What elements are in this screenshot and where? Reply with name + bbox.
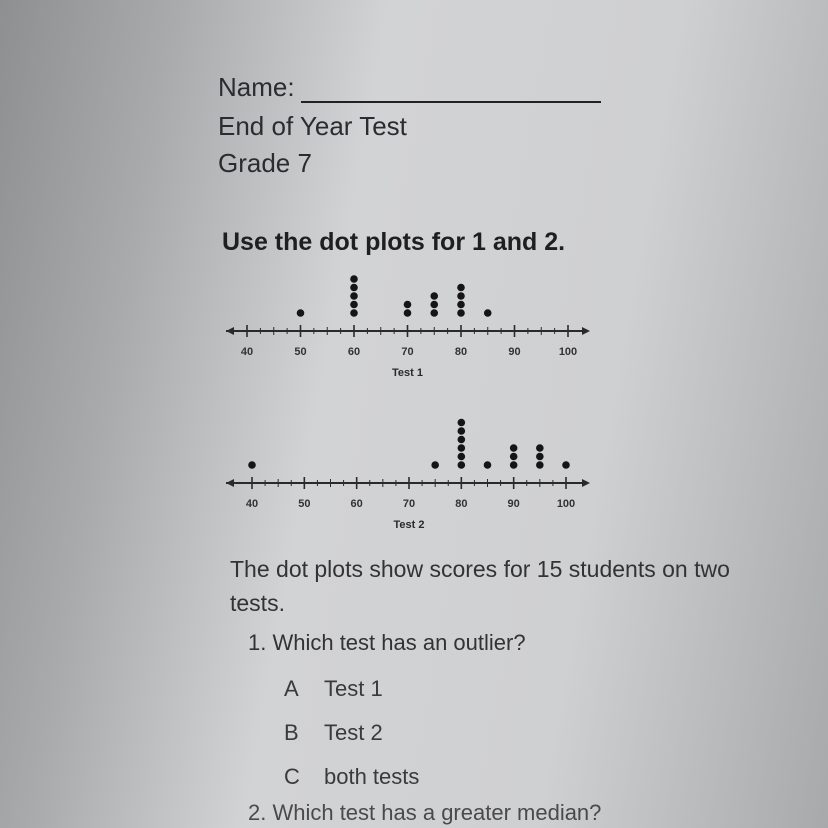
tick-label: 50: [294, 346, 307, 358]
option-c-text: both tests: [324, 764, 420, 789]
data-dot: [458, 453, 466, 461]
data-dot: [350, 309, 358, 317]
axis-arrow-right: [582, 479, 590, 487]
data-dot: [457, 301, 465, 309]
data-dot: [458, 461, 466, 469]
option-b-letter: B: [284, 720, 299, 745]
option-a[interactable]: [284, 676, 383, 702]
option-c-letter: C: [284, 764, 300, 789]
test-title: End of Year Test: [218, 111, 407, 141]
data-dot: [457, 292, 465, 300]
data-dot: [484, 461, 492, 469]
data-dot: [430, 301, 438, 309]
data-dot: [458, 427, 466, 435]
data-dot: [484, 309, 492, 317]
data-dot: [297, 309, 305, 317]
tick-label: 90: [508, 346, 521, 358]
section-heading: Use the dot plots for 1 and 2.: [222, 228, 566, 256]
axis-arrow-right: [582, 327, 590, 335]
data-dot: [430, 309, 438, 317]
grade-label: Grade 7: [218, 148, 312, 178]
data-dot: [404, 309, 412, 317]
tick-label: 70: [401, 346, 414, 358]
x-axis-label: Test 1: [392, 367, 423, 379]
option-b-text: Test 2: [324, 720, 383, 745]
option-a-letter: A: [284, 676, 299, 701]
description-text: The dot plots show scores for 15 students on two tests.: [230, 556, 730, 616]
data-dot: [458, 436, 466, 444]
tick-label: 80: [454, 346, 468, 358]
data-dot: [404, 301, 412, 309]
data-dot: [510, 461, 518, 469]
option-c[interactable]: [284, 764, 419, 790]
tick-label: 60: [350, 498, 363, 510]
tick-label: 80: [455, 498, 468, 510]
option-a-text: Test 1: [324, 676, 383, 701]
data-dot: [457, 284, 465, 292]
tick-label: 60: [347, 346, 361, 358]
tick-label: 40: [240, 346, 254, 358]
tick-label: 50: [298, 498, 311, 510]
tick-label: 90: [507, 498, 520, 510]
data-dot: [536, 444, 544, 452]
data-dot: [510, 453, 518, 461]
data-dot: [536, 453, 544, 461]
dot-plot-1: [226, 275, 590, 379]
tick-label: 70: [402, 498, 416, 510]
axis-arrow-left: [226, 479, 234, 487]
data-dot: [350, 292, 358, 300]
data-dot: [458, 419, 466, 427]
data-dot: [458, 444, 466, 452]
tick-label: 100: [558, 346, 578, 358]
tick-label: 100: [556, 498, 576, 510]
data-dot: [350, 284, 358, 292]
tick-label: 40: [245, 498, 259, 510]
question-2: 2. Which test has a greater median?: [248, 800, 602, 825]
data-dot: [430, 292, 438, 300]
data-dot: [350, 275, 358, 283]
option-b[interactable]: [284, 720, 383, 746]
data-dot: [350, 301, 358, 309]
axis-arrow-left: [226, 327, 234, 335]
data-dot: [431, 461, 439, 469]
data-dot: [536, 461, 544, 469]
data-dot: [510, 444, 518, 452]
data-dot: [562, 461, 570, 469]
question-1: 1. Which test has an outlier?: [248, 630, 526, 655]
name-label: Name:: [218, 72, 295, 102]
data-dot: [248, 461, 256, 469]
x-axis-label: Test 2: [393, 519, 425, 531]
dot-plot-2: [226, 419, 590, 531]
data-dot: [457, 309, 465, 317]
